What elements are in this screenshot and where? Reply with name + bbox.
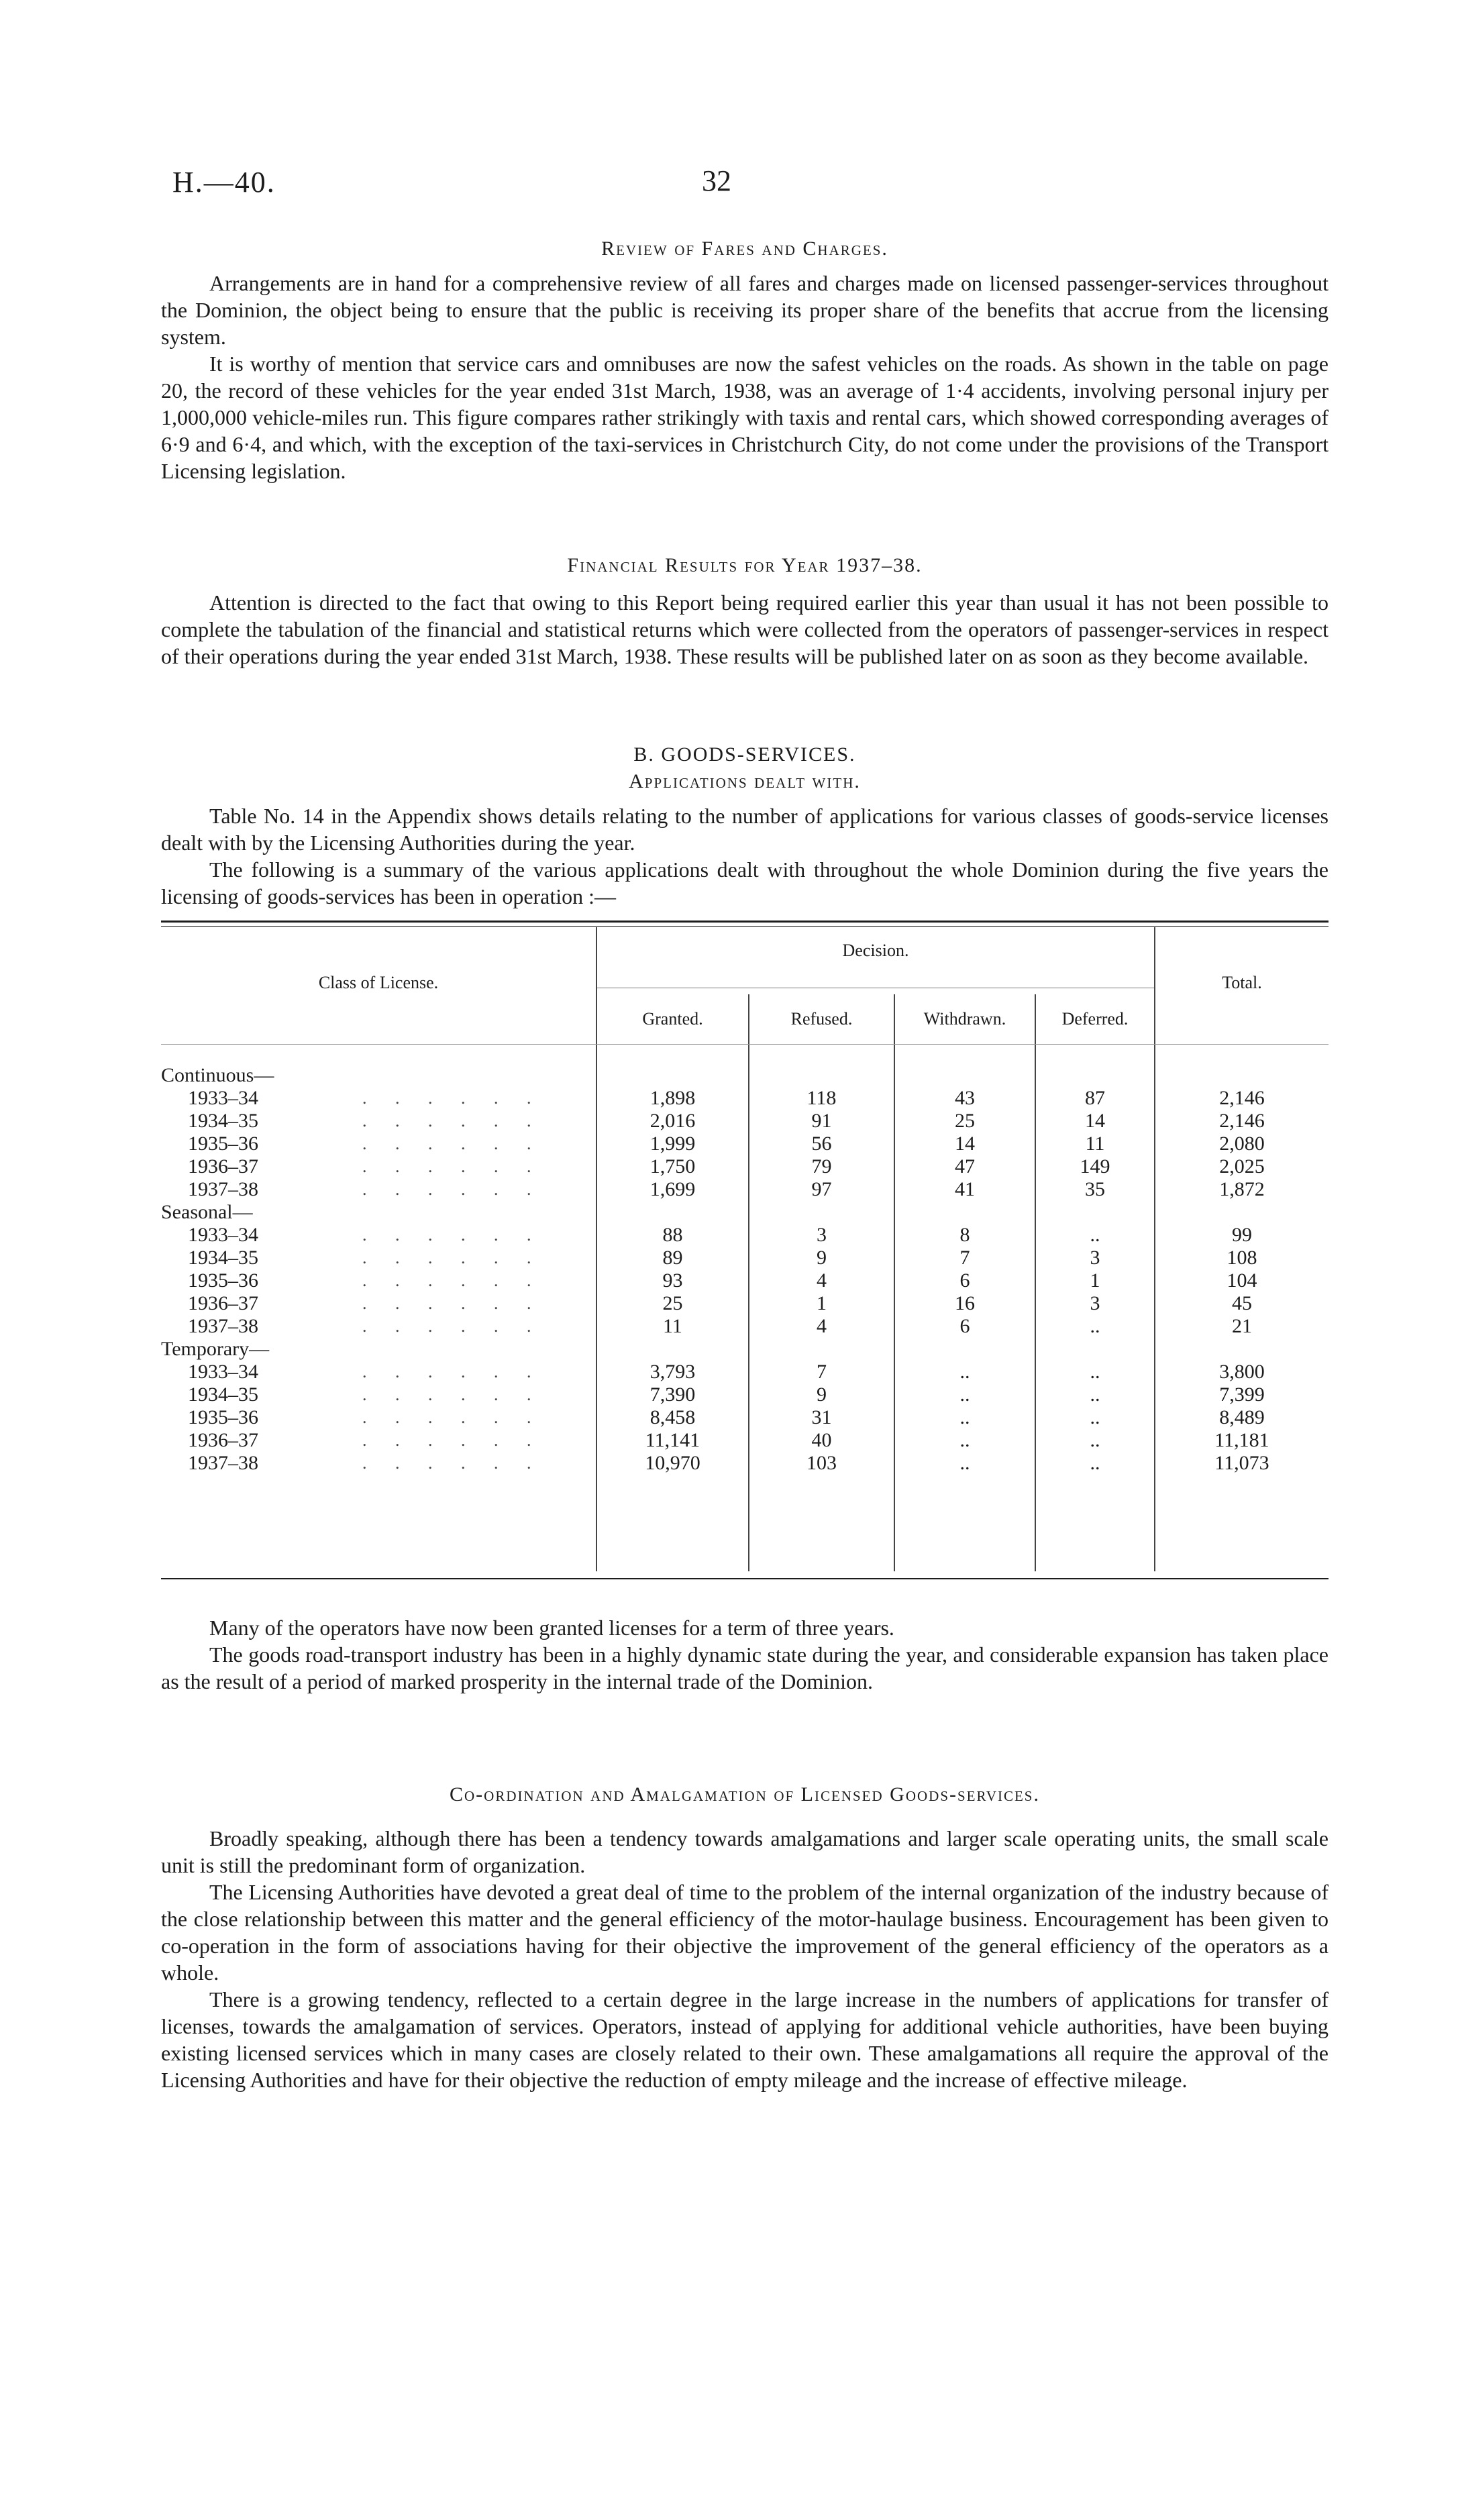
total-cell: 2,080 xyxy=(1219,1133,1265,1155)
withdrawn-header: Withdrawn. xyxy=(923,1009,1006,1029)
leader-dots: . . . . . . xyxy=(362,1294,543,1313)
refused-cell: 56 xyxy=(811,1133,832,1155)
refused-cell: 4 xyxy=(817,1269,827,1292)
leader-dots: . . . . . . xyxy=(362,1430,543,1450)
group-label: Temporary— xyxy=(161,1338,270,1360)
year-label: 1937–38 xyxy=(188,1178,258,1200)
granted-cell: 93 xyxy=(662,1269,683,1292)
total-cell: 7,399 xyxy=(1219,1383,1265,1406)
deferred-cell: 14 xyxy=(1085,1110,1105,1132)
year-label: 1934–35 xyxy=(188,1110,258,1132)
deferred-cell: 87 xyxy=(1085,1087,1105,1109)
refused-cell: 40 xyxy=(811,1429,832,1451)
paragraph: There is a growing tendency, reflected to a certain degree in the large increase in the numbers of applications for transfer of licenses, towards the amalgamation of services. Operators, instead of applying for additional vehicle authorities, have been buying existing licensed services which in many cases are closely related to their own. These amalgamations all require the approval of the Licensing Authorities and have for their objective the reduction of empty mileage and the increase of effective mileage. xyxy=(161,1987,1329,2092)
leader-dots: . . . . . . xyxy=(362,1271,543,1290)
granted-header: Granted. xyxy=(642,1009,703,1029)
leader-dots: . . . . . . xyxy=(362,1385,543,1404)
withdrawn-cell: .. xyxy=(959,1406,970,1428)
section-goods-services xyxy=(161,743,1329,910)
paragraph: Attention is directed to the fact that owing to this Report being required earlier this year than usual it has not been possible to complete the tabulation of the financial and statistical returns which were collected from the operators of passenger-services in respect of their operations during the year ended 31st March, 1938. These results will be published later on as soon as they become available. xyxy=(161,590,1329,668)
leader-dots: . . . . . . xyxy=(362,1248,543,1267)
deferred-cell: 3 xyxy=(1090,1292,1100,1314)
deferred-cell: .. xyxy=(1090,1406,1100,1428)
granted-cell: 11,141 xyxy=(645,1429,700,1451)
refused-cell: 31 xyxy=(811,1406,832,1428)
total-cell: 8,489 xyxy=(1219,1406,1265,1428)
table-bottom-rule xyxy=(161,1578,1329,1579)
total-cell: 45 xyxy=(1232,1292,1252,1314)
refused-cell: 9 xyxy=(817,1247,827,1269)
section-subheading: Applications dealt with. xyxy=(629,770,861,792)
withdrawn-cell: 6 xyxy=(959,1269,970,1292)
year-label: 1935–36 xyxy=(188,1406,258,1428)
withdrawn-cell: 41 xyxy=(955,1178,975,1200)
year-label: 1936–37 xyxy=(188,1155,258,1177)
total-cell: 2,146 xyxy=(1219,1110,1265,1132)
section-heading: Review of Fares and Charges. xyxy=(601,238,888,260)
total-cell: 104 xyxy=(1227,1269,1257,1292)
deferred-cell: 11 xyxy=(1085,1133,1105,1155)
deferred-cell: .. xyxy=(1090,1429,1100,1451)
granted-cell: 1,999 xyxy=(649,1133,696,1155)
withdrawn-cell: 43 xyxy=(955,1087,975,1109)
withdrawn-cell: 8 xyxy=(959,1224,970,1246)
table-top-rule xyxy=(161,921,1329,923)
year-label: 1934–35 xyxy=(188,1247,258,1269)
refused-cell: 1 xyxy=(817,1292,827,1314)
page-number: 32 xyxy=(702,164,731,197)
leader-dots: . . . . . . xyxy=(362,1408,543,1427)
year-label: 1935–36 xyxy=(188,1269,258,1292)
deferred-cell: 3 xyxy=(1090,1247,1100,1269)
granted-cell: 1,750 xyxy=(649,1155,696,1177)
total-cell: 2,025 xyxy=(1219,1155,1265,1177)
withdrawn-cell: 47 xyxy=(955,1155,975,1177)
granted-cell: 10,970 xyxy=(645,1452,700,1474)
year-label: 1937–38 xyxy=(188,1315,258,1337)
granted-cell: 8,458 xyxy=(649,1406,696,1428)
withdrawn-cell: 6 xyxy=(959,1315,970,1337)
total-cell: 2,146 xyxy=(1219,1087,1265,1109)
granted-cell: 25 xyxy=(662,1292,683,1314)
leader-dots: . . . . . . xyxy=(362,1362,543,1381)
total-cell: 1,872 xyxy=(1219,1178,1265,1200)
withdrawn-cell: .. xyxy=(959,1429,970,1451)
year-label: 1937–38 xyxy=(188,1452,258,1474)
refused-cell: 9 xyxy=(817,1383,827,1406)
group-label: Seasonal— xyxy=(161,1201,253,1223)
withdrawn-cell: .. xyxy=(959,1383,970,1406)
withdrawn-cell: .. xyxy=(959,1452,970,1474)
year-label: 1934–35 xyxy=(188,1383,258,1406)
year-label: 1935–36 xyxy=(188,1133,258,1155)
refused-header: Refused. xyxy=(790,1009,853,1029)
withdrawn-cell: .. xyxy=(959,1361,970,1383)
section-after-table xyxy=(161,1614,1329,1695)
paragraph: The goods road-transport industry has been in a highly dynamic state during the year, and considerable expansion has taken place as the result of a period of marked prosperity in the internal trade of the Dominion. xyxy=(161,1642,1329,1693)
leader-dots: . . . . . . xyxy=(362,1179,543,1199)
paragraph: The following is a summary of the various applications dealt with throughout the whole Dominion during the five years the licensing of goods-services has been in operation :— xyxy=(161,857,1329,908)
refused-cell: 7 xyxy=(817,1361,827,1383)
refused-cell: 103 xyxy=(806,1452,837,1474)
section-heading: Co-ordination and Amalgamation of Licensed Goods-services. xyxy=(450,1783,1040,1805)
refused-cell: 91 xyxy=(811,1110,832,1132)
leader-dots: . . . . . . xyxy=(362,1453,543,1473)
year-label: 1936–37 xyxy=(188,1429,258,1451)
refused-cell: 3 xyxy=(817,1224,827,1246)
year-label: 1933–34 xyxy=(188,1224,258,1246)
deferred-cell: .. xyxy=(1090,1383,1100,1406)
deferred-cell: .. xyxy=(1090,1452,1100,1474)
paragraph: Broadly speaking, although there has been a tendency towards amalgamations and larger scale operating units, the small scale unit is still the predominant form of organization. xyxy=(161,1826,1329,1877)
granted-cell: 7,390 xyxy=(649,1383,696,1406)
section-coordination xyxy=(161,1783,1329,2093)
leader-dots: . . . . . . xyxy=(362,1157,543,1176)
deferred-header: Deferred. xyxy=(1061,1009,1129,1029)
leader-dots: . . . . . . xyxy=(362,1088,543,1108)
report-reference: H.—40. xyxy=(172,166,276,199)
withdrawn-cell: 14 xyxy=(955,1133,975,1155)
applications-table xyxy=(161,921,1329,1591)
paragraph: Arrangements are in hand for a comprehensive review of all fares and charges made on licensed passenger-services throughout the Dominion, the object being to ensure that the public is receiving its proper share of the benefits that accrue from the licensing system. xyxy=(161,271,1329,349)
refused-cell: 79 xyxy=(811,1155,832,1177)
deferred-cell: 149 xyxy=(1080,1155,1110,1177)
deferred-cell: .. xyxy=(1090,1224,1100,1246)
leader-dots: . . . . . . xyxy=(362,1134,543,1153)
year-label: 1936–37 xyxy=(188,1292,258,1314)
granted-cell: 89 xyxy=(662,1247,683,1269)
granted-cell: 3,793 xyxy=(649,1361,696,1383)
header-bottom-rule xyxy=(161,1044,1329,1045)
granted-cell: 11 xyxy=(663,1315,682,1337)
section-heading: Financial Results for Year 1937–38. xyxy=(567,554,923,576)
deferred-cell: .. xyxy=(1090,1315,1100,1337)
refused-cell: 97 xyxy=(811,1178,832,1200)
leader-dots: . . . . . . xyxy=(362,1316,543,1336)
refused-cell: 4 xyxy=(817,1315,827,1337)
paragraph: Many of the operators have now been granted licenses for a term of three years. xyxy=(209,1616,894,1640)
granted-cell: 88 xyxy=(662,1224,683,1246)
refused-cell: 118 xyxy=(806,1087,837,1109)
total-cell: 11,181 xyxy=(1214,1429,1269,1451)
section-financial xyxy=(161,554,1329,670)
paragraph: It is worthy of mention that service cars and omnibuses are now the safest vehicles on the roads. As shown in the table on page 20, the record of these vehicles for the year ended 31st March, 1938, was an average of 1·4 accidents, involving personal injury per 1,000,000 vehicle-miles run. This figure compares rather strikingly with taxis and rental cars, which showed corresponding averages of 6·9 and 6·4, and which, with the exception of the taxi-services in Christchurch City, do not come under the provisions of the Transport Licensing legislation. xyxy=(161,352,1329,483)
granted-cell: 1,699 xyxy=(649,1178,696,1200)
paragraph: Table No. 14 in the Appendix shows details relating to the number of applications for various classes of goods-service licenses dealt with by the Licensing Authorities during the year. xyxy=(161,804,1329,855)
total-cell: 11,073 xyxy=(1214,1452,1269,1474)
total-cell: 108 xyxy=(1227,1247,1257,1269)
total-cell: 3,800 xyxy=(1219,1361,1265,1383)
class-of-license-header: Class of License. xyxy=(318,973,439,992)
year-label: 1933–34 xyxy=(188,1361,258,1383)
total-cell: 99 xyxy=(1232,1224,1252,1246)
deferred-cell: .. xyxy=(1090,1361,1100,1383)
granted-cell: 1,898 xyxy=(649,1087,696,1109)
leader-dots: . . . . . . xyxy=(362,1111,543,1131)
year-label: 1933–34 xyxy=(188,1087,258,1109)
decision-header: Decision. xyxy=(842,941,909,960)
group-label: Continuous— xyxy=(161,1064,274,1086)
withdrawn-cell: 16 xyxy=(955,1292,975,1314)
total-cell: 21 xyxy=(1232,1315,1252,1337)
withdrawn-cell: 25 xyxy=(955,1110,975,1132)
leader-dots: . . . . . . xyxy=(362,1225,543,1245)
section-heading: B. GOODS-SERVICES. xyxy=(633,743,856,766)
withdrawn-cell: 7 xyxy=(959,1247,970,1269)
granted-cell: 2,016 xyxy=(649,1110,696,1132)
table-top-rule-thin xyxy=(161,926,1329,927)
deferred-cell: 1 xyxy=(1090,1269,1100,1292)
paragraph: The Licensing Authorities have devoted a great deal of time to the problem of the internal organization of the industry because of the close relationship between this matter and the general efficiency of the motor-haulage business. Encouragement has been given to co-operation in the form of associations having for their objective the improvement of the general efficiency of the operators as a whole. xyxy=(161,1880,1329,1985)
total-header: Total. xyxy=(1222,973,1262,992)
section-fares xyxy=(161,238,1329,484)
deferred-cell: 35 xyxy=(1085,1178,1105,1200)
